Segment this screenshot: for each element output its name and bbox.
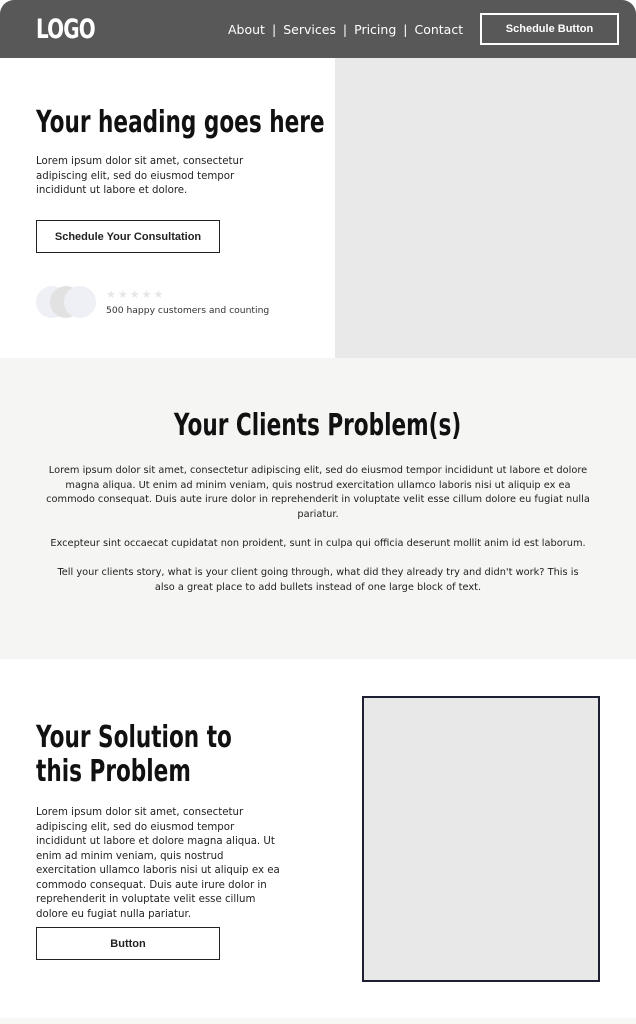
problem-paragraph: Excepteur sint occaecat cupidatat non proident, sunt in culpa qui officia deserunt mollit anim id est laborum. [50, 538, 586, 549]
nav-separator: | [271, 21, 277, 37]
nav-separator: | [342, 21, 348, 37]
solution-button[interactable]: Button [36, 927, 220, 960]
schedule-consultation-button[interactable]: Schedule Your Consultation [36, 220, 220, 253]
problem-paragraph: Lorem ipsum dolor sit amet, consectetur adipiscing elit, sed do eiusmod tempor incididunt ut labore et dolore magna aliqua. Ut enim ad minim veniam, quis nostrud exercitation ullamco laboris nisi ut aliquip ex ea commodo consequat. Duis aute irure dolor in reprehenderit in voluptate velit esse cillum dolore eu fugiat nulla pariatur. [46, 465, 590, 520]
problem-paragraph: Tell your clients story, what is your client going through, what did they already try and didn't work? This is also a great place to add bullets instead of one large block of text. [57, 567, 579, 593]
solution-section [0, 659, 636, 1024]
hero-body: Lorem ipsum dolor sit amet, consectetur adipiscing elit, sed do eiusmod tempor incididunt ut labore et dolore. [36, 156, 244, 196]
footer-strip [0, 1018, 636, 1024]
solution-title: Your Solution to this Problem [36, 720, 232, 789]
social-proof-text: 500 happy customers and counting [106, 305, 270, 316]
nav-link-about[interactable]: About [228, 21, 265, 37]
problem-title-text: Your Clients Problem(s) [174, 408, 462, 443]
nav-separator: | [403, 21, 408, 37]
hero-section [0, 58, 335, 358]
logo[interactable]: LOGO [36, 13, 95, 45]
avatar-group [36, 286, 98, 318]
avatar [64, 286, 96, 318]
schedule-button[interactable]: Schedule Button [480, 13, 619, 45]
nav-link-pricing[interactable]: Pricing [354, 21, 397, 37]
solution-body: Lorem ipsum dolor sit amet, consectetur adipiscing elit, sed do eiusmod tempor incididunt ut labore et dolore magna aliqua. Ut enim ad minim veniam, quis nostrud exercitation ullamco laboris nisi ut aliquip ex ea commodo consequat. Duis aute irure dolor in reprehenderit in voluptate velit esse cillum dolore eu fugiat nulla pariatur. [36, 807, 280, 920]
hero-image-placeholder [335, 58, 636, 358]
problem-title [0, 408, 636, 444]
hero-title: Your heading goes here [36, 105, 325, 140]
top-nav [0, 0, 636, 58]
problem-section [0, 358, 636, 659]
star-rating-icon: ★★★★★ [106, 288, 166, 301]
nav-link-contact[interactable]: Contact [414, 21, 464, 37]
nav-links [228, 0, 463, 58]
solution-image-placeholder [362, 696, 600, 982]
nav-link-services[interactable]: Services [283, 21, 336, 37]
